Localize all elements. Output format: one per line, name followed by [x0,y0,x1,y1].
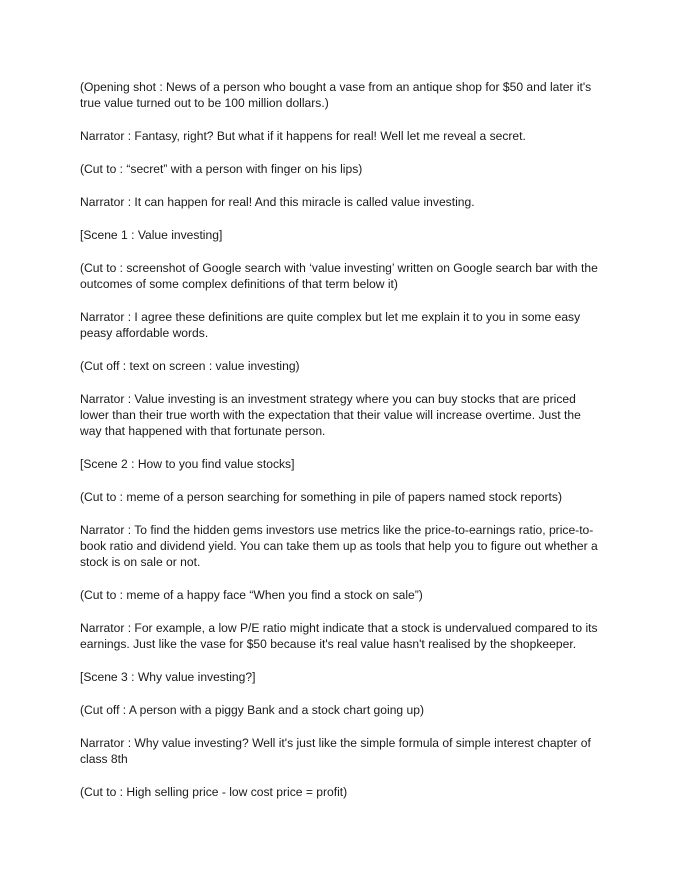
paragraph-cut-to: (Cut to : meme of a person searching for something in pile of papers named stock reports) [80,490,562,504]
paragraph-narrator: Narrator : Value investing is an investment strategy where you can buy stocks that are priced lower than their true worth with the expectation that their value will increase overtime. Just the way that happened with that fortunate person. [80,392,581,438]
paragraph-narrator: Narrator : I agree these definitions are quite complex but let me explain it to you in some easy peasy affordable words. [80,310,581,340]
paragraph-cut-to: (Cut to : High selling price - low cost price = profit) [80,785,348,799]
paragraph-cut-off: (Cut off : text on screen : value investing) [80,359,300,373]
scene-heading: [Scene 1 : Value investing] [80,228,223,242]
paragraph-narrator: Narrator : To find the hidden gems investors use metrics like the price-to-earnings ratio, price-to-book ratio and dividend yield. You can take them up as tools that help you to figure out whether a stock is on sale or not. [80,523,598,569]
paragraph-cut-to: (Cut to : “secret” with a person with finger on his lips) [80,162,363,176]
paragraph-cut-off: (Cut off : A person with a piggy Bank and a stock chart going up) [80,703,424,717]
paragraph-narrator: Narrator : For example, a low P/E ratio might indicate that a stock is undervalued compared to its earnings. Just like the vase for $50 because it's real value hasn't realised by the shopkeeper. [80,621,598,651]
scene-heading: [Scene 2 : How to you find value stocks] [80,457,295,471]
paragraph-opening-shot: (Opening shot : News of a person who bought a vase from an antique shop for $50 and later it's true value turned out to be 100 million dollars.) [80,80,592,110]
paragraph-narrator: Narrator : It can happen for real! And this miracle is called value investing. [80,195,475,209]
paragraph-narrator: Narrator : Fantasy, right? But what if it happens for real! Well let me reveal a secret. [80,129,526,143]
paragraph-cut-to: (Cut to : screenshot of Google search with ‘value investing’ written on Google search bar with the outcomes of some complex definitions of that term below it) [80,261,598,291]
scene-heading: [Scene 3 : Why value investing?] [80,670,256,684]
paragraph-cut-to: (Cut to : meme of a happy face “When you find a stock on sale”) [80,588,423,602]
paragraph-narrator: Narrator : Why value investing? Well it's just like the simple formula of simple interest chapter of class 8th [80,736,591,766]
script-body [80,79,605,817]
